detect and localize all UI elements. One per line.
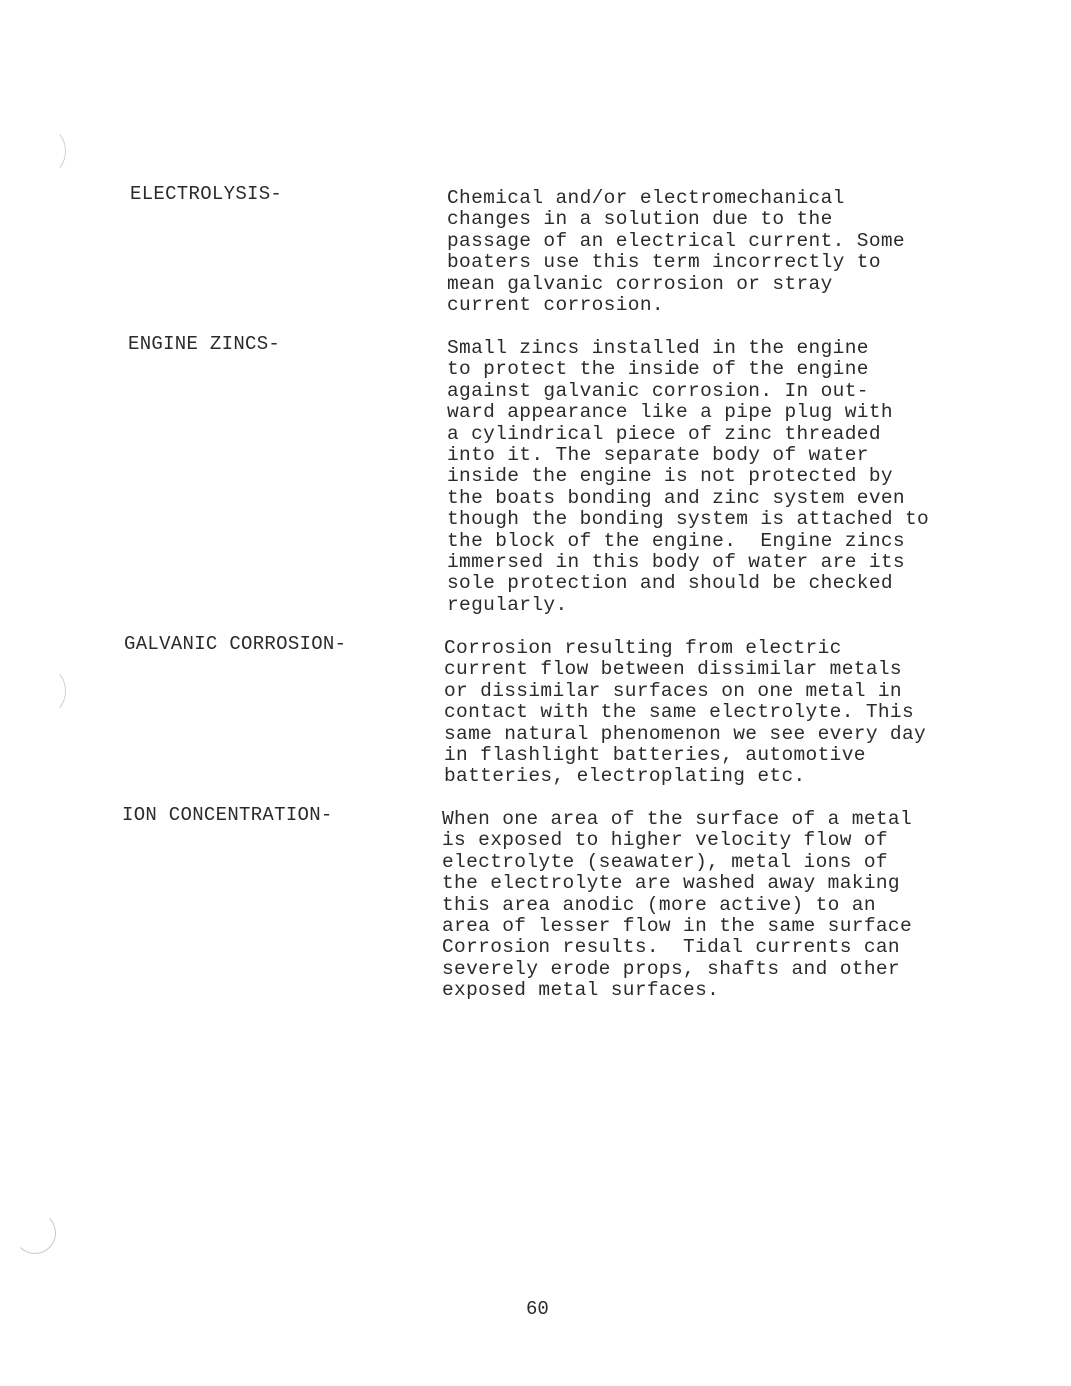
scan-mark xyxy=(14,1212,56,1254)
definition-line: severely erode props, shafts and other xyxy=(442,957,900,980)
definition-line: electrolyte (seawater), metal ions of xyxy=(442,850,888,873)
definition-line: the boats bonding and zinc system even xyxy=(447,486,905,509)
glossary-term: ELECTROLYSIS- xyxy=(130,183,283,205)
definition-line: in flashlight batteries, automotive xyxy=(444,744,866,767)
definition-line: Corrosion results. Tidal currents can xyxy=(442,936,900,959)
definition-line: current flow between dissimilar metals xyxy=(444,658,902,681)
definition-line: ward appearance like a pipe plug with xyxy=(447,401,893,424)
definition-line: Corrosion resulting from electric xyxy=(444,637,842,659)
definition-line: Small zincs installed in the engine xyxy=(447,337,869,359)
definition-line: though the bonding system is attached to xyxy=(447,508,930,531)
glossary-definition xyxy=(442,809,1002,1002)
definition-line: contact with the same electrolyte. This xyxy=(444,701,915,724)
definition-line: area of lesser flow in the same surface xyxy=(442,915,913,938)
definition-line: to protect the inside of the engine xyxy=(447,358,869,381)
definition-line: regularly. xyxy=(447,593,568,616)
definition-line: into it. The separate body of water xyxy=(447,444,869,467)
definition-line: the electrolyte are washed away making xyxy=(442,872,900,895)
definition-line: or dissimilar surfaces on one metal in xyxy=(444,679,902,702)
definition-line: sole protection and should be checked xyxy=(447,572,893,595)
definition-line: current corrosion. xyxy=(447,294,664,317)
definition-line: immersed in this body of water are its xyxy=(447,551,905,574)
definition-line: a cylindrical piece of zinc threaded xyxy=(447,422,881,445)
glossary-term: GALVANIC CORROSION- xyxy=(124,633,347,655)
glossary-definition xyxy=(447,188,1007,316)
definition-line: is exposed to higher velocity flow of xyxy=(442,829,888,852)
glossary-definition xyxy=(447,338,1007,616)
definition-line: mean galvanic corrosion or stray xyxy=(447,272,833,295)
page-number: 60 xyxy=(526,1298,549,1320)
glossary-term: ION CONCENTRATION- xyxy=(122,804,333,826)
definition-line: exposed metal surfaces. xyxy=(442,979,720,1002)
definition-line: batteries, electroplating etc. xyxy=(444,765,806,788)
definition-line: When one area of the surface of a metal xyxy=(442,808,913,830)
definition-line: inside the engine is not protected by xyxy=(447,465,893,488)
scan-mark xyxy=(30,128,66,174)
glossary-term: ENGINE ZINCS- xyxy=(128,333,281,355)
definition-line: this area anodic (more active) to an xyxy=(442,893,876,916)
definition-line: boaters use this term incorrectly to xyxy=(447,251,881,274)
scan-mark xyxy=(30,668,66,714)
definition-line: passage of an electrical current. Some xyxy=(447,229,905,252)
definition-line: against galvanic corrosion. In out- xyxy=(447,379,869,402)
glossary-definition xyxy=(444,638,1004,788)
definition-line: same natural phenomenon we see every day xyxy=(444,722,927,745)
definition-line: the block of the engine. Engine zincs xyxy=(447,529,905,552)
definition-line: Chemical and/or electromechanical xyxy=(447,187,845,209)
definition-line: changes in a solution due to the xyxy=(447,208,833,231)
